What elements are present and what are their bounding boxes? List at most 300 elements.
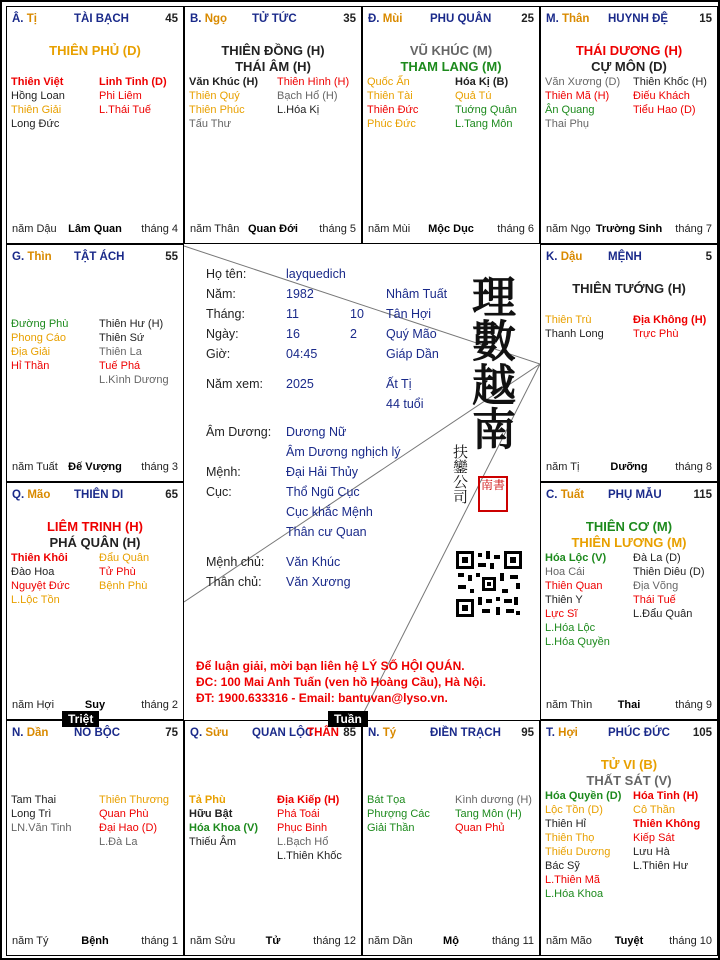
branch-name: Tị (26, 13, 37, 25)
amduong-value-2: Âm Dương nghịch lý (286, 445, 401, 459)
year-can: Nhâm Tuất (386, 287, 448, 301)
center-info-panel (184, 244, 540, 718)
minor-star: Thiên Thọ (545, 832, 595, 844)
minor-star: Tấu Thư (189, 118, 232, 130)
palace-number: 85 (343, 727, 356, 739)
minor-star: L.Thiên Mã (545, 874, 601, 886)
minor-star: L.Tang Môn (455, 118, 513, 130)
minor-star: Thiên Không (633, 818, 701, 830)
right-stars (99, 75, 167, 117)
minor-star: Thiên Thương (99, 794, 170, 806)
palace-number: 105 (692, 727, 712, 739)
minor-star: Giải Thần (367, 822, 415, 834)
minor-star: Địa Giải (11, 346, 51, 358)
qr-code-icon (454, 549, 524, 619)
minor-star: Hóa Lộc (V) (545, 552, 607, 564)
palace-header (546, 251, 712, 265)
palace-header (12, 489, 178, 503)
year-label: Năm: (206, 287, 236, 301)
palace-cell-hoi (540, 720, 718, 956)
main-stars (7, 43, 183, 59)
palace-cell-ty (362, 720, 540, 956)
palace-header (546, 489, 712, 503)
palace-number: 115 (693, 489, 712, 501)
minor-star: Hữu Bật (189, 808, 233, 820)
month-label: tháng 7 (675, 223, 712, 235)
palace-footer (546, 461, 712, 475)
minor-star: L.Thiên Hư (633, 860, 689, 872)
main-star: THẤT SÁT (V) (586, 773, 672, 788)
cuc-value-3: Thân cư Quan (286, 525, 367, 539)
branch-prefix: N. (368, 727, 380, 739)
year-label: năm Dần (368, 935, 413, 947)
branch-label (368, 727, 396, 739)
minor-star: Phong Cáo (11, 332, 67, 344)
month-label: tháng 12 (313, 935, 356, 947)
branch-prefix: M. (546, 13, 559, 25)
palace-name: TẬT ÁCH (74, 251, 125, 263)
cuc-value-2: Cục khắc Mệnh (286, 505, 373, 519)
minor-star: Tử Phù (99, 566, 136, 578)
minor-star: Đà La (D) (633, 552, 681, 564)
palace-footer (190, 223, 356, 237)
main-star: THIÊN LƯƠNG (M) (571, 535, 687, 550)
minor-star: Thiên Diêu (D) (633, 566, 705, 578)
right-stars (455, 75, 517, 131)
left-stars (545, 75, 620, 131)
minor-star: Hóa Quyền (D) (545, 790, 622, 802)
minor-star: L.Thiên Khốc (277, 850, 342, 862)
branch-prefix: B. (190, 13, 202, 25)
palace-header (12, 13, 178, 27)
minor-star: Thiếu Dương (545, 846, 611, 858)
minor-star: Văn Khúc (H) (189, 76, 259, 88)
age: 44 tuổi (386, 397, 424, 411)
minor-star: Đào Hoa (11, 566, 55, 578)
left-stars (545, 313, 604, 341)
day-value: 16 (286, 327, 300, 341)
palace-cell-ngo (184, 6, 362, 244)
branch-prefix: N. (12, 727, 24, 739)
minor-star: Tiểu Hao (D) (633, 104, 696, 116)
minor-star: Tuớng Quân (455, 104, 517, 116)
minor-star: Bác Sỹ (545, 860, 580, 872)
main-stars (363, 43, 539, 75)
right-stars (633, 789, 700, 873)
minor-star: Hóa Tinh (H) (633, 790, 699, 802)
minor-star: Lực Sĩ (545, 608, 578, 620)
right-stars (277, 793, 342, 863)
palace-cell-than (540, 6, 718, 244)
minor-star: Đẩu Quân (99, 552, 150, 564)
day-can: Quý Mão (386, 327, 437, 341)
palace-footer (546, 699, 712, 713)
branch-prefix: C. (546, 489, 558, 501)
right-stars (633, 551, 705, 621)
main-star: THIÊN TƯỚNG (H) (572, 281, 686, 296)
hour-label: Giờ: (206, 347, 231, 361)
palace-name: PHÚC ĐỨC (608, 727, 670, 739)
minor-star: Phi Liêm (99, 90, 142, 102)
main-stars (541, 43, 717, 75)
minor-star: Bát Tọa (367, 794, 406, 806)
palace-number: 25 (521, 13, 534, 25)
palace-header (546, 727, 712, 741)
minor-star: Đại Hao (D) (99, 822, 158, 834)
palace-number: 65 (165, 489, 178, 501)
year-label: năm Tuất (12, 461, 58, 473)
month-label: tháng 2 (141, 699, 178, 711)
left-stars (367, 75, 418, 131)
year-label: năm Mão (546, 935, 592, 947)
year-label: năm Thìn (546, 699, 593, 711)
minor-star: Quả Tú (455, 90, 492, 102)
branch-label (546, 251, 582, 263)
palace-header (368, 13, 534, 27)
menh-label: Mệnh: (206, 465, 241, 479)
menh-value: Đại Hải Thủy (286, 465, 359, 479)
minor-star: Địa Võng (633, 580, 679, 592)
main-star: VŨ KHÚC (M) (409, 43, 493, 58)
month-value: 11 (286, 307, 299, 321)
minor-star: Địa Kiếp (H) (277, 794, 340, 806)
minor-star: Lưu Hà (633, 846, 670, 858)
month-label: tháng 4 (141, 223, 178, 235)
minor-star: Thiên Quý (189, 90, 240, 102)
view-year-value: 2025 (286, 377, 314, 391)
palace-name: THIÊN DI (74, 489, 124, 501)
palace-footer (546, 223, 712, 237)
calligraphy-subtitle: 扶鑾公司 (451, 444, 469, 504)
branch-label (190, 727, 228, 739)
branch-label (368, 13, 403, 25)
palace-name: TÀI BẠCH (74, 13, 129, 25)
minor-star: Hóa Kị (B) (455, 76, 509, 88)
minor-star: Địa Không (H) (633, 314, 707, 326)
view-can: Ất Tị (386, 377, 412, 391)
branch-label (12, 727, 48, 739)
minor-star: Thiếu Âm (189, 836, 237, 848)
palace-name: NÔ BỘC (74, 727, 120, 739)
minor-star: Phúc Đức (367, 118, 416, 130)
stage-label: Dưỡng (610, 461, 648, 473)
branch-name: Hợi (558, 727, 578, 739)
than-marker: THÂN (307, 727, 339, 739)
minor-star: L.Đẩu Quân (633, 608, 693, 620)
branch-prefix: Q. (12, 489, 25, 501)
minor-star: L.Thái Tuế (99, 104, 151, 116)
year-label: năm Dậu (12, 223, 57, 235)
minor-star: LN.Văn Tinh (11, 822, 72, 834)
left-stars (545, 551, 610, 649)
branch-label (190, 13, 227, 25)
minor-star: Thiên Hỉ (545, 818, 586, 830)
year-label: năm Sửu (190, 935, 236, 947)
minor-star: Thiên Hình (H) (277, 76, 350, 88)
thanchu-value: Văn Xương (286, 575, 351, 589)
year-label: năm Ngọ (546, 223, 591, 235)
minor-star: Thanh Long (545, 328, 604, 340)
branch-name: Mão (27, 489, 51, 501)
palace-name: HUYNH ĐỆ (608, 13, 669, 25)
minor-star: Tang Môn (H) (455, 808, 522, 820)
minor-star: Tam Thai (11, 794, 57, 806)
amduong-value-1: Dương Nữ (286, 425, 347, 439)
palace-cell-dau (540, 244, 718, 482)
left-stars (11, 317, 68, 373)
branch-prefix: K. (546, 251, 558, 263)
year-label: năm Hợi (12, 699, 55, 711)
palace-name: PHU QUÂN (430, 13, 492, 25)
stage-label: Bệnh (81, 935, 109, 947)
minor-star: Thái Tuế (633, 594, 676, 606)
month-label: Tháng: (206, 307, 245, 321)
minor-star: Long Đức (11, 118, 60, 130)
minor-star: L.Hóa Quyền (545, 636, 610, 648)
month-label: tháng 11 (491, 935, 534, 947)
main-stars (541, 281, 717, 297)
palace-footer (368, 223, 534, 237)
palace-header (546, 13, 712, 27)
palace-footer (368, 935, 534, 949)
minor-star: Thiên Tài (367, 90, 413, 102)
minor-star: Thiên Việt (11, 76, 64, 88)
branch-prefix: Â. (12, 13, 24, 25)
calligraphy-logo: 理數越南 (464, 274, 515, 450)
palace-footer (12, 461, 178, 475)
branch-name: Mùi (382, 13, 403, 25)
minor-star: Thiên La (99, 346, 142, 358)
minor-star: Hồng Loan (11, 90, 65, 102)
minor-star: L.Hóa Khoa (545, 888, 604, 900)
minor-star: Kình dương (H) (455, 794, 532, 806)
branch-prefix: T. (546, 727, 555, 739)
branch-label (12, 13, 37, 25)
minor-star: Quốc Ấn (367, 76, 410, 88)
month-label: tháng 5 (319, 223, 356, 235)
minor-star: L.Kình Dương (99, 374, 169, 386)
name-label: Họ tên: (206, 267, 247, 281)
minor-star: Hóa Khoa (V) (189, 822, 259, 834)
left-stars (11, 793, 72, 835)
palace-number: 55 (165, 251, 178, 263)
branch-name: Tuất (560, 489, 585, 501)
minor-star: L.Lộc Tồn (11, 594, 60, 606)
palace-footer (12, 935, 178, 949)
palace-name: MỆNH (608, 251, 642, 263)
palace-header (12, 727, 178, 741)
minor-star: Thiên Khôi (11, 552, 68, 564)
main-star: THIÊN ĐỒNG (H) (221, 43, 325, 58)
minor-star: Bạch Hổ (H) (277, 90, 338, 102)
palace-number: 45 (165, 13, 178, 25)
right-stars (455, 793, 532, 835)
triet-tag: Triệt (62, 711, 99, 727)
minor-star: Thiên Phúc (189, 104, 245, 116)
palace-cell-tuat (540, 482, 718, 720)
right-stars (99, 551, 149, 593)
main-stars (7, 519, 183, 551)
main-star: CỰ MÔN (D) (591, 59, 667, 74)
stage-label: Lâm Quan (68, 223, 122, 235)
minor-star: L.Hóa Lộc (545, 622, 596, 634)
right-stars (277, 75, 349, 117)
minor-star: Phục Binh (277, 822, 328, 834)
thanchu-label: Thân chủ: (206, 575, 262, 589)
branch-label (12, 251, 52, 263)
minor-star: Hỉ Thần (11, 360, 50, 372)
minor-star: Thiên Trù (545, 314, 592, 326)
minor-star: Bệnh Phù (99, 580, 148, 592)
main-star: THAM LANG (M) (400, 59, 502, 74)
branch-label (546, 13, 589, 25)
palace-footer (12, 223, 178, 237)
contact-line-1: Để luận giải, mời bạn liên hệ LÝ SỐ HỘI QUÁN. (196, 659, 465, 673)
minor-star: Quan Phủ (455, 822, 505, 834)
branch-label (546, 727, 578, 739)
tuan-tag: Tuần (328, 711, 368, 727)
red-seal-stamp: 南書 (478, 476, 508, 512)
month-label: tháng 3 (141, 461, 178, 473)
year-label: năm Thân (190, 223, 240, 235)
month-label: tháng 6 (497, 223, 534, 235)
palace-header (368, 727, 534, 741)
stage-label: Tuyệt (614, 935, 644, 947)
minor-star: Thiên Mã (H) (545, 90, 610, 102)
stage-label: Suy (84, 699, 106, 711)
minor-star: Long Trì (11, 808, 52, 820)
branch-name: Thân (561, 13, 590, 25)
stage-label: Trường Sinh (595, 223, 663, 235)
palace-name: TỬ TỨC (252, 13, 297, 25)
hour-value: 04:45 (286, 347, 318, 361)
minor-star: Thiên Sứ (99, 332, 145, 344)
palace-number: 5 (705, 251, 712, 263)
branch-name: Tý (382, 727, 397, 739)
left-stars (11, 75, 65, 131)
menhchu-value: Văn Khúc (286, 555, 341, 569)
main-stars (185, 43, 361, 75)
minor-star: Nguyệt Đức (11, 580, 70, 592)
stage-label: Thai (617, 699, 641, 711)
minor-star: Thiên Khốc (H) (633, 76, 707, 88)
minor-star: Thiên Đức (367, 104, 419, 116)
stage-label: Đế Vượng (68, 461, 122, 473)
minor-star: Ân Quang (545, 104, 595, 116)
stage-label: Tử (265, 935, 281, 947)
minor-star: Thiên Y (545, 594, 583, 606)
palace-cell-thin (6, 244, 184, 482)
palace-cell-suu (184, 720, 362, 956)
minor-star: Điếu Khách (633, 90, 690, 102)
branch-prefix: G. (12, 251, 25, 263)
main-stars (541, 757, 717, 789)
left-stars (189, 793, 258, 849)
contact-line-3: ĐT: 1900.633316 - Email: bantuvan@lyso.vn. (196, 691, 448, 705)
palace-name: PHỤ MẪU (608, 489, 662, 501)
month-lunar: 10 (350, 307, 364, 321)
year-value: 1982 (286, 287, 314, 301)
palace-cell-ti (6, 6, 184, 244)
minor-star: Tả Phù (189, 794, 226, 806)
main-star: TỬ VI (B) (600, 757, 658, 772)
minor-star: L.Hóa Kị (277, 104, 320, 116)
right-stars (99, 317, 169, 387)
palace-number: 75 (165, 727, 178, 739)
hour-can: Giáp Dần (386, 347, 439, 361)
minor-star: Thai Phụ (545, 118, 590, 130)
minor-star: Thiên Hư (H) (99, 318, 164, 330)
palace-number: 35 (343, 13, 356, 25)
minor-star: Linh Tinh (D) (99, 76, 167, 88)
amduong-label: Âm Dương: (206, 425, 272, 439)
minor-star: L.Đà La (99, 836, 138, 848)
stage-label: Mộc Dục (428, 223, 474, 235)
main-star: LIÊM TRINH (H) (46, 519, 144, 534)
palace-header (12, 251, 178, 265)
minor-star: Lộc Tồn (D) (545, 804, 603, 816)
day-label: Ngày: (206, 327, 239, 341)
minor-star: Cô Thần (633, 804, 675, 816)
branch-label (12, 489, 50, 501)
minor-star: Quan Phù (99, 808, 149, 820)
branch-name: Ngọ (204, 13, 228, 25)
main-star: THIÊN CƠ (M) (585, 519, 673, 534)
branch-name: Sửu (205, 727, 229, 739)
year-label: năm Mùi (368, 223, 411, 235)
palace-cell-mao (6, 482, 184, 720)
minor-star: Kiếp Sát (633, 832, 675, 844)
minor-star: Hoa Cái (545, 566, 585, 578)
menhchu-label: Mệnh chủ: (206, 555, 265, 569)
right-stars (99, 793, 169, 849)
branch-name: Thìn (27, 251, 52, 263)
right-stars (633, 313, 706, 341)
palace-name: QUAN LỘC (252, 727, 314, 739)
palace-cell-mui (362, 6, 540, 244)
left-stars (189, 75, 258, 131)
palace-number: 15 (699, 13, 712, 25)
main-stars (541, 519, 717, 551)
branch-label (546, 489, 584, 501)
name-value: layquedich (286, 267, 346, 281)
palace-number: 95 (521, 727, 534, 739)
minor-star: Tuế Phá (99, 360, 141, 372)
minor-star: Thiên Quan (545, 580, 603, 592)
year-label: năm Tý (12, 935, 49, 947)
month-label: tháng 10 (669, 935, 712, 947)
left-stars (545, 789, 621, 901)
month-label: tháng 9 (675, 699, 712, 711)
branch-prefix: Đ. (368, 13, 380, 25)
palace-cell-dan (6, 720, 184, 956)
minor-star: Thiên Giải (11, 104, 62, 116)
month-can: Tân Hợi (386, 307, 432, 321)
cuc-value-1: Thổ Ngũ Cục (286, 485, 360, 499)
minor-star: Văn Xương (D) (545, 76, 621, 88)
branch-name: Dần (26, 727, 49, 739)
palace-header (190, 13, 356, 27)
minor-star: Phượng Các (367, 808, 430, 820)
left-stars (11, 551, 70, 607)
minor-star: Phá Toái (277, 808, 320, 820)
palace-name: ĐIỀN TRẠCH (430, 727, 501, 739)
palace-footer (546, 935, 712, 949)
year-label: năm Tị (546, 461, 580, 473)
branch-name: Dậu (560, 251, 583, 263)
minor-star: Trực Phù (633, 328, 679, 340)
minor-star: L.Bạch Hổ (277, 836, 329, 848)
